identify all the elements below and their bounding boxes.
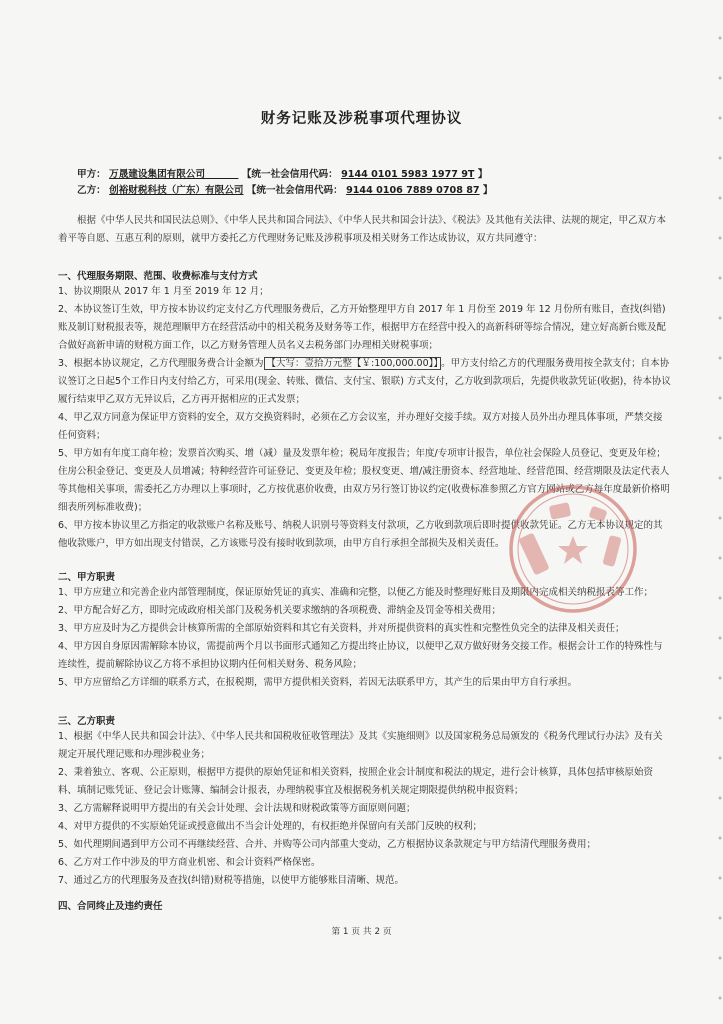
section-2-clause-4: 4、甲方因自身原因需解除本协议，需提前两个月以书面形式通知乙方提出终止协议，以便甲乙双方做好财务交接工作。根据会计工作的特殊性与连续性，提前解除协议乙方将不承担协议期内任何相关财务、税务风险； — [58, 641, 663, 670]
section-2-clause-3: 3、甲方应及时为乙方提供会计核算所需的全部原始资料和其它有关资料，并对所提供资料的真实性和完整性负完全的法律及相关责任； — [58, 623, 625, 634]
document-title: 财务记账及涉税事项代理协议 — [260, 111, 463, 127]
section-1-clause-3 — [58, 355, 672, 409]
section-3-clause-6: 6、乙方对工作中涉及的甲方商业机密、和会计资料严格保密。 — [58, 857, 321, 868]
section-2-clause-1: 1、甲方应建立和完善企业内部管理制度，保证原始凭证的真实、准确和完整，以便乙方能及时整理好账目及期限内完成相关纳税报表等工作； — [58, 587, 654, 598]
binding-holes — [709, 0, 723, 1024]
party-b-line — [77, 182, 493, 196]
party-a-name: 万晟建设集团有限公司 — [109, 169, 206, 180]
section-3-clause-4: 4、对甲方提供的不实原始凭证或授意做出不当会计处理的，有权拒绝并保留向有关部门反映的权利； — [58, 821, 483, 832]
section-4-heading: 四、合同终止及违约责任 — [58, 901, 163, 912]
party-a-credit-end: 】 — [477, 169, 488, 180]
section-3-clause-7: 7、通过乙方的代理服务及查找(纠错)财税等措施，以使甲方能够账目清晰、规范。 — [58, 875, 404, 886]
party-b-credit-label: 【统一社会信用代码： — [246, 185, 343, 196]
section-1-clause-4: 4、甲乙双方同意为保证甲方资料的安全，双方交换资料时，必须在乙方会议室，并办理好交接手续。双方对接人员外出办理具体事项，严禁交接任何资料； — [58, 412, 663, 441]
party-b-credit-code: 9144 0106 7889 0708 87 — [346, 185, 480, 196]
section-3-clause-1: 1、根据《中华人民共和国会计法》、《中华人民共和国税收征收管理法》及其《实施细则》以及国家税务总局颁发的《税务代理试行办法》及有关规定开展代理记账和办理涉税业务； — [58, 731, 663, 760]
clause-3-text-a: 3、根据本协议规定，乙方代理服务费合计金额为 — [58, 358, 264, 369]
section-3-clause-2: 2、秉着独立、客观、公正原则，根据甲方提供的原始凭证和相关资料，按照企业会计制度和税法的规定，进行会计核算，具体包括审核原始资料、填制记账凭证、登记会计账簿、编制会计报表，办理纳税事宜及根据税务机关规定期限提供纳税申报资料； — [58, 767, 654, 796]
section-1-clause-2: 2、本协议签订生效，甲方按本协议约定支付乙方代理服务费后，乙方开始整理甲方自 2017 年 1 月份至 2019 年 12 月份所有账目，查找(纠错)账及制订财税报表等，规范理顺甲方在经营活动中的相关税务及财务等工作，根据甲方在经营中投入的高新科研等综合情况，建立好高新台账及配合做好高新申请的财税方面工作，以乙方财务管理人员名义去税务部门办理相关财税事项； — [58, 304, 667, 351]
clause-3-text-b: 。甲方支付给乙方的代理服务费用按全款支付；自本协议签订之日起5个工作日内支付给乙方，可采用(现金、转账、微信、支付宝、银联) 方式支付，乙方收到款项后，先提供收款凭证(收据)，待本协议履行结束甲乙双方无异议后，乙方再开据相应的正式发票； — [58, 358, 671, 405]
section-1-heading: 一、代理服务期限、范围、收费标准与支付方式 — [58, 271, 258, 282]
party-b-name: 创裕财税科技（广东）有限公司 — [109, 185, 244, 196]
party-a-credit-code: 9144 0101 5983 1977 9T — [341, 169, 475, 180]
party-a-label: 甲方： — [77, 169, 106, 180]
section-3-heading: 三、乙方职责 — [58, 716, 116, 727]
section-3-clause-3: 3、乙方需解释说明甲方提出的有关会计处理、会计法规和财税政策等方面原则问题； — [58, 803, 416, 814]
section-1-clause-5: 5、甲方如有年度工商年检；发票首次购买、增（减）量及发票年检；税局年度报告；年度/专项审计报告，单位社会保险人员登记、变更及年检；住房公积金登记、变更及人员增减；特种经营许可证登记、变更及年检；股权变更、增/减注册资本、经营地址、经营范围、经营期限及法定代表人等其他相关事项，需委托乙方办理以上事项时，乙方按优惠价收费，由双方另行签订协议约定(收费标准参照乙方官方网站或乙方每年度最新价格明细表所列标准收费)； — [58, 448, 670, 513]
section-2-clause-5: 5、甲方应留给乙方详细的联系方式，在报税期，需甲方提供相关资料，若因无法联系甲方，其产生的后果由甲方自行承担。 — [58, 677, 578, 688]
section-2-heading: 二、甲方职责 — [58, 572, 116, 583]
section-1-clause-1: 1、协议期限从 2017 年 1 月至 2019 年 12 月； — [58, 286, 269, 297]
party-b-label: 乙方： — [77, 185, 106, 196]
section-1-clause-6: 6、甲方按本协议里乙方指定的收款账户名称及账号、纳税人识别号等资料支付款项，乙方收到款项后即时提供收款凭证。乙方无本协议规定的其他收款账户，甲方如出现支付错误，乙方该账号没有接时收到款项，由甲方自行承担全部损失及相关责任。 — [58, 520, 663, 549]
intro-paragraph: 根据《中华人民共和国民法总则》、《中华人民共和国合同法》、《中华人民共和国会计法》、《税法》及其他有关法律、法规的规定，甲乙双方本着平等自愿、互惠互利的原则，就甲方委托乙方代理财务记账及涉税事项及相关财务工作达成协议，双方共同遵守： — [58, 215, 667, 244]
party-a-credit-label: 【统一社会信用代码： — [241, 169, 338, 180]
party-a-line — [77, 166, 487, 180]
section-3-clause-5: 5、如代理期间遇到甲方公司不再继续经营、合并、并购等公司内部重大变动，乙方根据协议条款规定与甲方结清代理服务费用； — [58, 839, 597, 850]
party-b-credit-end: 】 — [482, 185, 493, 196]
fee-amount-box: 【大写：壹拾万元整【￥:100,000.00】】 — [264, 357, 442, 370]
section-2-clause-2: 2、甲方配合好乙方，即时完成政府相关部门及税务机关要求缴纳的各项税费、滞纳金及罚金等相关费用； — [58, 605, 502, 616]
page-number: 第 1 页 共 2 页 — [331, 927, 392, 937]
